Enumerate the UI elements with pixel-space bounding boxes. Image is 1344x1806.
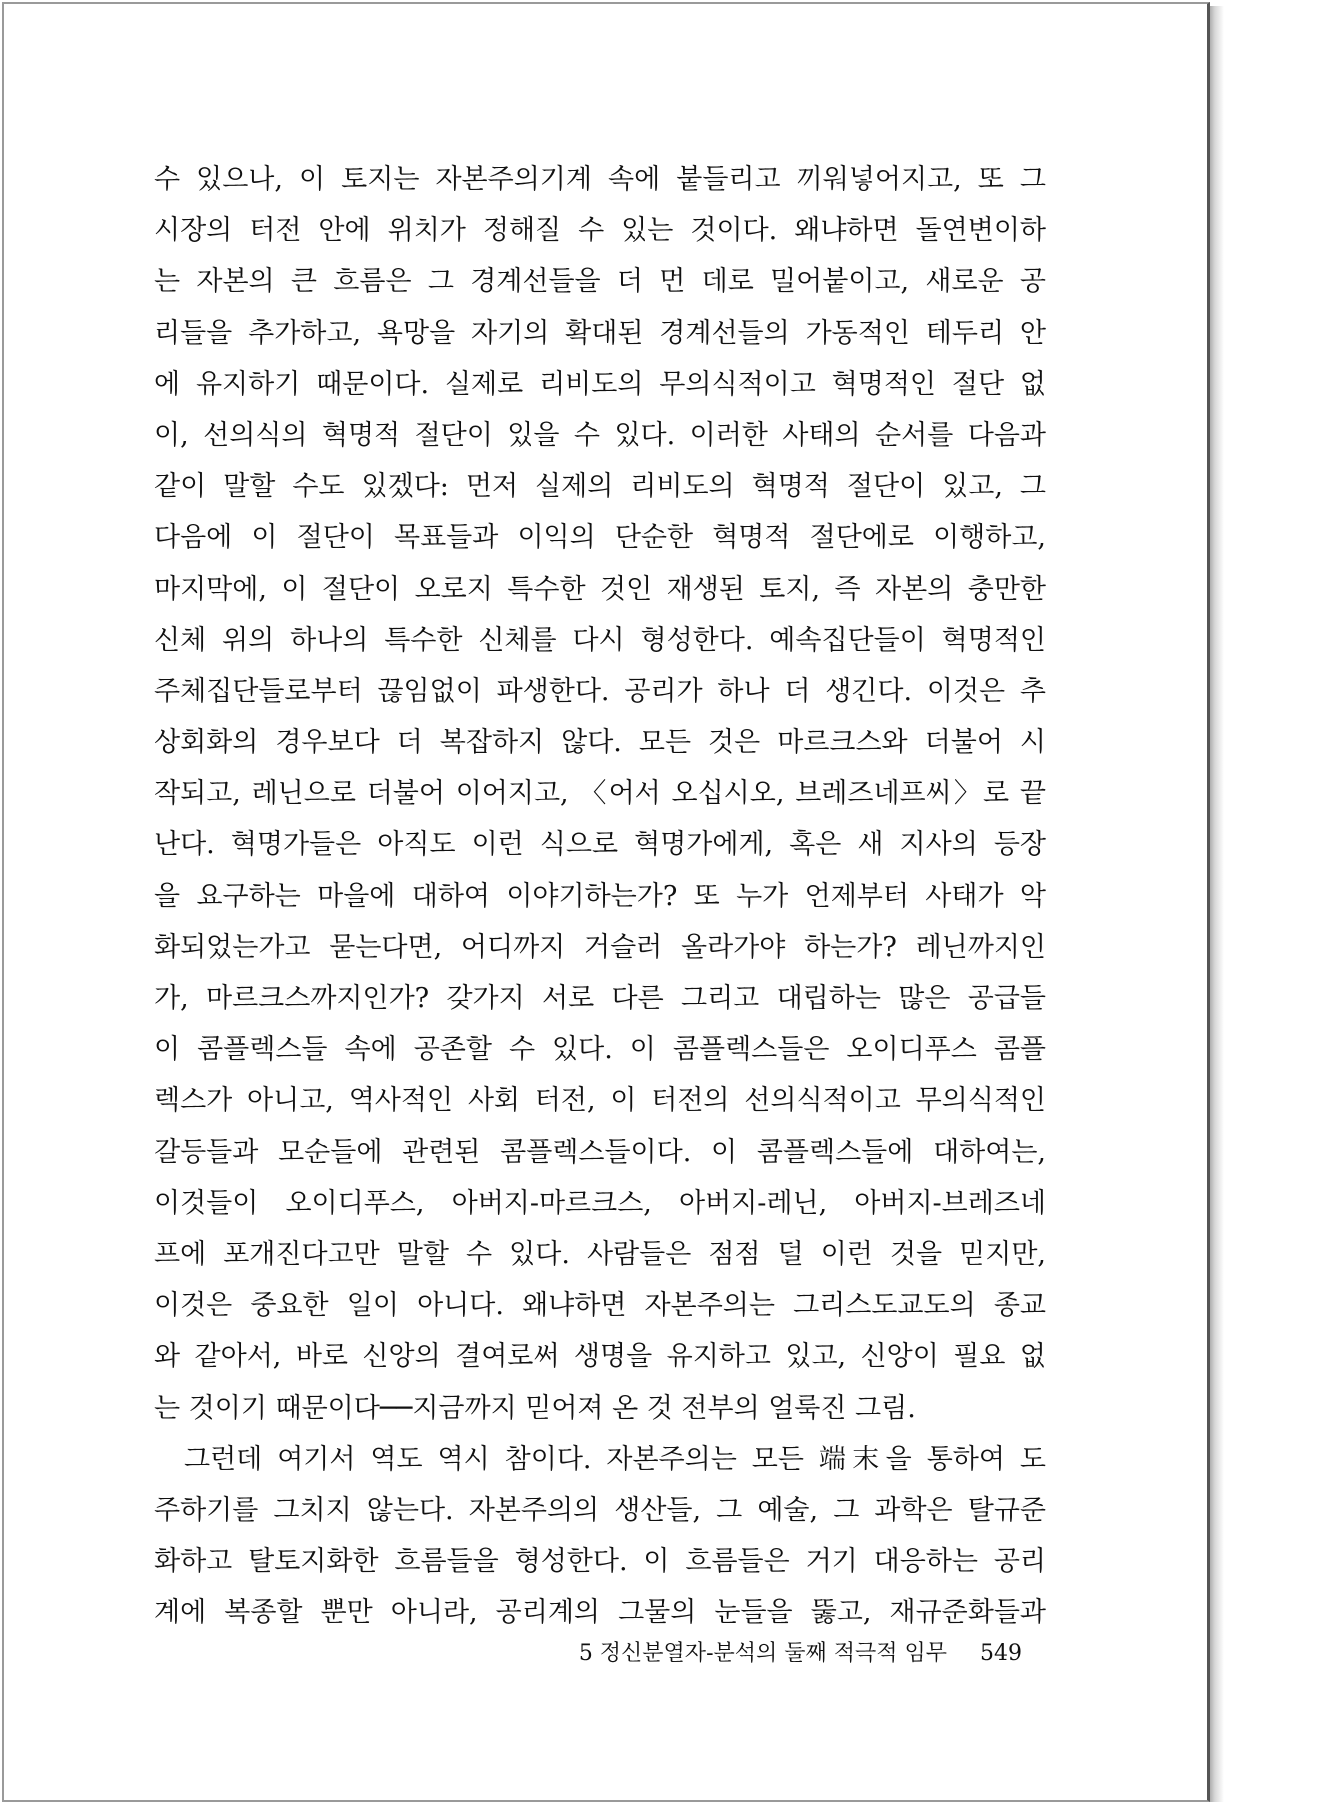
text-line: 에 유지하기 때문이다. 실제로 리비도의 무의식적이고 혁명적인 절단 없 xyxy=(154,368,1046,400)
text-line: 리들을 추가하고, 욕망을 자기의 확대된 경계선들의 가동적인 테두리 안 xyxy=(154,317,1046,349)
footer-chapter-title: 5 정신분열자-분석의 둘째 적극적 임무 xyxy=(578,1641,947,1666)
paragraph-start-line: 그런데 여기서 역도 역시 참이다. 자본주의는 모든 端末을 통하여 도 xyxy=(184,1443,1046,1475)
running-footer xyxy=(154,1636,1022,1667)
body-text xyxy=(154,154,1046,1638)
text-line: 상회화의 경우보다 더 복잡하지 않다. 모든 것은 마르크스와 더불어 시 xyxy=(154,727,1046,759)
page-number: 549 xyxy=(980,1641,1022,1666)
text-line: 이것은 중요한 일이 아니다. 왜냐하면 자본주의는 그리스도교도의 종교 xyxy=(154,1290,1046,1322)
book-page xyxy=(2,2,1210,1802)
text-line: 와 같아서, 바로 신앙의 결여로써 생명을 유지하고 있고, 신앙이 필요 없 xyxy=(154,1341,1046,1373)
text-line: 을 요구하는 마을에 대하여 이야기하는가? 또 누가 언제부터 사태가 악 xyxy=(154,880,1046,912)
text-line: 수 있으나, 이 토지는 자본주의기계 속에 붙들리고 끼워넣어지고, 또 그 xyxy=(154,164,1046,195)
text-line: 마지막에, 이 절단이 오로지 특수한 것인 재생된 토지, 즉 자본의 충만한 xyxy=(154,573,1046,605)
text-line: 가, 마르크스까지인가? 갖가지 서로 다른 그리고 대립하는 많은 공급들 xyxy=(154,983,1046,1014)
text-line: 신체 위의 하나의 특수한 신체를 다시 형성한다. 예속집단들이 혁명적인 xyxy=(154,624,1046,656)
text-line: 화되었는가고 묻는다면, 어디까지 거슬러 올라가야 하는가? 레닌까지인 xyxy=(154,931,1046,963)
text-line: 화하고 탈토지화한 흐름들을 형성한다. 이 흐름들은 거기 대응하는 공리 xyxy=(154,1546,1046,1578)
text-line: 이것들이 오이디푸스, 아버지-마르크스, 아버지-레닌, 아버지-브레즈네 xyxy=(154,1187,1046,1219)
text-line: 주하기를 그치지 않는다. 자본주의의 생산들, 그 예술, 그 과학은 탈규준 xyxy=(154,1494,1046,1526)
text-line: 이, 선의식의 혁명적 절단이 있을 수 있다. 이러한 사태의 순서를 다음과 xyxy=(154,419,1046,451)
text-line: 는 자본의 큰 흐름은 그 경계선들을 더 먼 데로 밀어붙이고, 새로운 공 xyxy=(154,266,1046,298)
paragraph-end-line: 는 것이기 때문이다──지금까지 믿어져 온 것 전부의 얼룩진 그림. xyxy=(154,1392,916,1424)
text-line: 프에 포개진다고만 말할 수 있다. 사람들은 점점 덜 이런 것을 믿지만, xyxy=(154,1238,1046,1270)
text-line: 작되고, 레닌으로 더불어 이어지고, 〈어서 오십시오, 브레즈네프씨〉로 끝 xyxy=(154,778,1046,810)
text-line: 시장의 터전 안에 위치가 정해질 수 있는 것이다. 왜냐하면 돌연변이하 xyxy=(154,215,1046,247)
text-line: 난다. 혁명가들은 아직도 이런 식으로 혁명가에게, 혹은 새 지사의 등장 xyxy=(154,829,1046,861)
text-line: 주체집단들로부터 끊임없이 파생한다. 공리가 하나 더 생긴다. 이것은 추 xyxy=(154,675,1046,707)
text-line: 다음에 이 절단이 목표들과 이익의 단순한 혁명적 절단에로 이행하고, xyxy=(154,522,1046,554)
text-line: 같이 말할 수도 있겠다: 먼저 실제의 리비도의 혁명적 절단이 있고, 그 xyxy=(154,471,1046,503)
text-line: 계에 복종할 뿐만 아니라, 공리계의 그물의 눈들을 뚫고, 재규준화들과 xyxy=(154,1597,1046,1629)
text-line: 렉스가 아니고, 역사적인 사회 터전, 이 터전의 선의식적이고 무의식적인 xyxy=(154,1085,1046,1117)
text-line: 갈등들과 모순들에 관련된 콤플렉스들이다. 이 콤플렉스들에 대하여는, xyxy=(154,1136,1046,1168)
text-line: 이 콤플렉스들 속에 공존할 수 있다. 이 콤플렉스들은 오이디푸스 콤플 xyxy=(154,1034,1046,1066)
